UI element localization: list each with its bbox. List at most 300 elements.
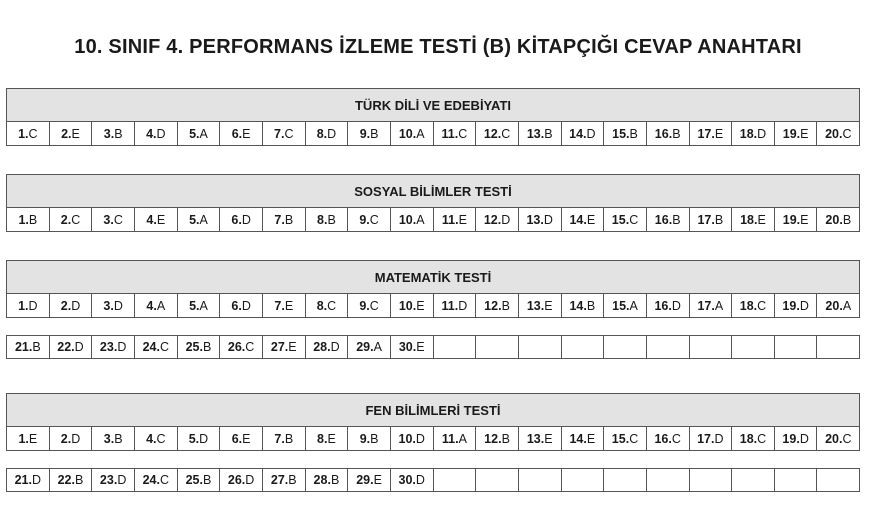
question-number: 21. bbox=[14, 473, 32, 487]
answer-cell bbox=[519, 336, 562, 358]
answer-letter: E bbox=[373, 473, 382, 487]
answer-letter: D bbox=[71, 298, 81, 313]
answer-cell bbox=[135, 294, 178, 317]
answer-cell bbox=[178, 336, 221, 358]
answer-letter: A bbox=[629, 298, 638, 313]
section-block bbox=[6, 260, 860, 359]
question-number: 3. bbox=[103, 431, 115, 446]
question-number: 1. bbox=[18, 126, 29, 141]
answer-cell bbox=[306, 122, 349, 145]
answer-letter: D bbox=[245, 473, 255, 487]
answer-letter: E bbox=[586, 431, 596, 446]
answer-letter: D bbox=[714, 431, 724, 446]
question-number: 19. bbox=[782, 212, 801, 227]
answer-cell bbox=[434, 122, 477, 145]
answer-cell bbox=[732, 469, 775, 491]
question-number: 5. bbox=[189, 126, 200, 141]
answer-letter: D bbox=[330, 340, 340, 354]
answer-letter: A bbox=[199, 126, 208, 141]
answer-cell bbox=[92, 294, 135, 317]
question-number: 16. bbox=[654, 298, 672, 313]
question-number: 19. bbox=[782, 126, 801, 141]
answer-cell bbox=[391, 469, 434, 491]
answer-cell bbox=[647, 469, 690, 491]
answer-cell bbox=[178, 208, 221, 231]
question-number: 24. bbox=[142, 340, 160, 354]
question-number: 14. bbox=[569, 212, 587, 227]
question-number: 27. bbox=[270, 340, 289, 354]
answer-cell bbox=[391, 294, 434, 317]
answer-cell bbox=[178, 122, 221, 145]
answer-letter: B bbox=[501, 298, 510, 313]
answer-cell bbox=[7, 122, 50, 145]
answer-letter: D bbox=[415, 473, 425, 487]
answer-letter: C bbox=[629, 431, 639, 446]
section-header: FEN BİLİMLERİ TESTİ bbox=[6, 393, 860, 427]
question-number: 5. bbox=[189, 298, 200, 313]
answer-letter: C bbox=[842, 126, 852, 141]
question-number: 7. bbox=[274, 298, 285, 313]
question-number: 13. bbox=[526, 126, 545, 141]
question-number: 5. bbox=[188, 431, 200, 446]
answer-letter: D bbox=[458, 298, 468, 313]
answer-cell bbox=[178, 427, 221, 450]
answer-cell bbox=[434, 427, 477, 450]
section-block bbox=[6, 88, 860, 146]
question-number: 6. bbox=[231, 126, 243, 141]
answer-cell bbox=[135, 336, 178, 358]
answer-letter: A bbox=[416, 212, 425, 227]
question-number: 24. bbox=[142, 473, 160, 487]
answer-cell bbox=[519, 427, 562, 450]
answer-cell bbox=[178, 294, 221, 317]
question-number: 17. bbox=[697, 212, 715, 227]
answer-cell bbox=[817, 294, 859, 317]
answer-letter: C bbox=[284, 126, 294, 141]
question-number: 2. bbox=[60, 298, 72, 313]
answer-cell bbox=[604, 427, 647, 450]
question-number: 17. bbox=[697, 298, 715, 313]
answer-letter: B bbox=[288, 473, 297, 487]
question-number: 14. bbox=[569, 298, 587, 313]
question-number: 8. bbox=[317, 212, 328, 227]
answer-letter: E bbox=[242, 126, 251, 141]
question-number: 30. bbox=[398, 473, 416, 487]
answer-cell bbox=[263, 294, 306, 317]
answer-cell bbox=[348, 336, 391, 358]
question-number: 6. bbox=[231, 298, 242, 313]
answer-cell bbox=[476, 336, 519, 358]
question-number: 20. bbox=[825, 126, 843, 141]
answer-cell bbox=[220, 427, 263, 450]
answer-cell bbox=[817, 469, 859, 491]
answer-letter: D bbox=[671, 298, 681, 313]
answer-letter: E bbox=[800, 212, 809, 227]
answer-letter: A bbox=[373, 340, 382, 354]
answer-letter: E bbox=[586, 212, 596, 227]
answer-cell bbox=[92, 208, 135, 231]
answer-cell bbox=[775, 208, 818, 231]
question-number: 18. bbox=[739, 298, 758, 313]
question-number: 17. bbox=[697, 431, 715, 446]
question-number: 4. bbox=[146, 431, 157, 446]
answer-cell bbox=[348, 427, 391, 450]
answer-row bbox=[6, 427, 860, 451]
answer-letter: B bbox=[714, 212, 724, 227]
answer-letter: C bbox=[28, 126, 38, 141]
answer-letter: B bbox=[501, 431, 510, 446]
question-number: 18. bbox=[739, 431, 758, 446]
question-number: 15. bbox=[611, 431, 630, 446]
answer-letter: D bbox=[799, 298, 809, 313]
answer-letter: E bbox=[458, 212, 467, 227]
answer-cell bbox=[92, 469, 135, 491]
answer-letter: E bbox=[416, 298, 425, 313]
answer-cell bbox=[775, 122, 818, 145]
answer-cell bbox=[647, 427, 690, 450]
answer-cell bbox=[7, 469, 50, 491]
answer-cell bbox=[732, 336, 775, 358]
question-number: 17. bbox=[697, 126, 715, 141]
answer-cell bbox=[7, 427, 50, 450]
question-number: 14. bbox=[569, 431, 587, 446]
question-number: 5. bbox=[189, 212, 200, 227]
answer-cell bbox=[690, 294, 733, 317]
question-number: 2. bbox=[61, 126, 72, 141]
question-number: 9. bbox=[359, 126, 371, 141]
answer-letter: B bbox=[370, 431, 379, 446]
answer-cell bbox=[50, 122, 93, 145]
question-number: 3. bbox=[103, 126, 115, 141]
question-number: 15. bbox=[611, 212, 630, 227]
answer-letter: E bbox=[242, 431, 251, 446]
question-number: 9. bbox=[359, 298, 370, 313]
question-number: 23. bbox=[99, 340, 118, 354]
answer-letter: D bbox=[117, 473, 127, 487]
answer-letter: B bbox=[75, 473, 84, 487]
section-header: SOSYAL BİLİMLER TESTİ bbox=[6, 174, 860, 208]
answer-letter: D bbox=[241, 298, 251, 313]
answer-cell bbox=[775, 469, 818, 491]
answer-letter: D bbox=[199, 431, 209, 446]
answer-cell bbox=[220, 208, 263, 231]
question-number: 12. bbox=[484, 298, 502, 313]
answer-cell bbox=[562, 208, 605, 231]
answer-letter: D bbox=[156, 126, 166, 141]
question-number: 20. bbox=[825, 298, 843, 313]
question-number: 9. bbox=[359, 431, 371, 446]
answer-cell bbox=[562, 336, 605, 358]
answer-cell bbox=[604, 294, 647, 317]
answer-cell bbox=[263, 469, 306, 491]
answer-cell bbox=[50, 294, 93, 317]
question-number: 26. bbox=[227, 473, 246, 487]
answer-cell bbox=[647, 294, 690, 317]
answer-cell bbox=[434, 208, 477, 231]
answer-cell bbox=[391, 208, 434, 231]
question-number: 16. bbox=[654, 431, 672, 446]
answer-cell bbox=[817, 122, 859, 145]
answer-cell bbox=[263, 336, 306, 358]
question-number: 11. bbox=[441, 298, 459, 313]
answer-letter: E bbox=[544, 431, 553, 446]
answer-cell bbox=[519, 294, 562, 317]
answer-cell bbox=[817, 427, 859, 450]
answer-letter: C bbox=[369, 298, 379, 313]
answer-cell bbox=[263, 122, 306, 145]
answer-letter: E bbox=[284, 298, 294, 313]
answer-cell bbox=[306, 336, 349, 358]
question-number: 2. bbox=[60, 431, 72, 446]
question-number: 12. bbox=[484, 431, 502, 446]
answer-letter: D bbox=[586, 126, 596, 141]
answer-letter: C bbox=[501, 126, 511, 141]
answer-letter: D bbox=[757, 126, 767, 141]
answer-letter: E bbox=[800, 126, 809, 141]
answer-letter: D bbox=[32, 473, 42, 487]
question-number: 19. bbox=[782, 431, 800, 446]
answer-cell bbox=[50, 336, 93, 358]
question-number: 8. bbox=[317, 431, 328, 446]
question-number: 12. bbox=[483, 212, 502, 227]
answer-row bbox=[6, 468, 860, 492]
question-number: 22. bbox=[57, 473, 75, 487]
answer-letter: B bbox=[672, 126, 681, 141]
question-number: 4. bbox=[146, 126, 157, 141]
question-number: 14. bbox=[569, 126, 587, 141]
answer-cell bbox=[135, 208, 178, 231]
answer-letter: E bbox=[327, 431, 336, 446]
answer-cell bbox=[562, 122, 605, 145]
answer-letter: B bbox=[114, 126, 123, 141]
answer-cell bbox=[604, 336, 647, 358]
question-number: 1. bbox=[18, 298, 29, 313]
answer-letter: E bbox=[714, 126, 724, 141]
question-number: 2. bbox=[60, 212, 72, 227]
answer-letter: E bbox=[757, 212, 766, 227]
answer-cell bbox=[92, 122, 135, 145]
answer-cell bbox=[690, 208, 733, 231]
question-number: 1. bbox=[18, 431, 29, 446]
question-number: 11. bbox=[441, 126, 459, 141]
answer-cell bbox=[306, 208, 349, 231]
answer-letter: D bbox=[241, 212, 251, 227]
answer-letter: B bbox=[330, 473, 340, 487]
answer-cell bbox=[263, 427, 306, 450]
answer-letter: B bbox=[284, 212, 294, 227]
answer-cell bbox=[476, 294, 519, 317]
question-number: 10. bbox=[398, 431, 416, 446]
question-number: 15. bbox=[612, 298, 630, 313]
answer-cell bbox=[732, 294, 775, 317]
answer-letter: B bbox=[672, 212, 681, 227]
answer-cell bbox=[732, 208, 775, 231]
question-number: 8. bbox=[316, 126, 328, 141]
question-number: 3. bbox=[103, 298, 114, 313]
answer-cell bbox=[263, 208, 306, 231]
question-number: 6. bbox=[231, 431, 243, 446]
question-number: 18. bbox=[740, 212, 758, 227]
question-number: 25. bbox=[185, 473, 203, 487]
answer-cell bbox=[562, 294, 605, 317]
answer-cell bbox=[7, 336, 50, 358]
answer-cell bbox=[135, 469, 178, 491]
page-title: 10. SINIF 4. PERFORMANS İZLEME TESTİ (B) KİTAPÇIĞI CEVAP ANAHTARI bbox=[74, 36, 802, 58]
answer-cell bbox=[220, 469, 263, 491]
question-number: 13. bbox=[526, 298, 545, 313]
question-number: 1. bbox=[18, 212, 29, 227]
answer-letter: A bbox=[458, 431, 467, 446]
question-number: 13. bbox=[526, 431, 545, 446]
answer-letter: C bbox=[245, 340, 255, 354]
answer-letter: B bbox=[202, 473, 212, 487]
question-number: 20. bbox=[825, 212, 843, 227]
answer-letter: E bbox=[156, 212, 166, 227]
answer-letter: B bbox=[586, 298, 596, 313]
question-number: 6. bbox=[231, 212, 242, 227]
answer-cell bbox=[775, 427, 818, 450]
question-number: 15. bbox=[612, 126, 630, 141]
answer-row bbox=[6, 122, 860, 146]
answer-letter: C bbox=[113, 212, 123, 227]
answer-letter: C bbox=[327, 298, 337, 313]
answer-cell bbox=[476, 122, 519, 145]
answer-cell bbox=[817, 208, 859, 231]
answer-cell bbox=[220, 294, 263, 317]
question-number: 21. bbox=[14, 340, 33, 354]
answer-letter: C bbox=[156, 431, 166, 446]
answer-letter: C bbox=[369, 212, 379, 227]
answer-letter: D bbox=[327, 126, 337, 141]
answer-letter: B bbox=[284, 431, 294, 446]
answer-letter: B bbox=[544, 126, 553, 141]
answer-letter: C bbox=[71, 212, 81, 227]
answer-cell bbox=[476, 208, 519, 231]
section-block bbox=[6, 174, 860, 232]
answer-letter: C bbox=[757, 431, 767, 446]
answer-letter: B bbox=[842, 212, 852, 227]
answer-cell bbox=[519, 208, 562, 231]
answer-letter: B bbox=[114, 431, 123, 446]
answer-cell bbox=[604, 469, 647, 491]
answer-cell bbox=[391, 122, 434, 145]
answer-letter: D bbox=[415, 431, 425, 446]
answer-cell bbox=[732, 427, 775, 450]
answer-letter: A bbox=[156, 298, 166, 313]
answer-letter: E bbox=[28, 431, 38, 446]
answer-letter: B bbox=[202, 340, 212, 354]
answer-cell bbox=[306, 294, 349, 317]
question-number: 9. bbox=[359, 212, 370, 227]
answer-cell bbox=[562, 427, 605, 450]
question-number: 18. bbox=[739, 126, 758, 141]
answer-cell bbox=[690, 469, 733, 491]
answer-letter: D bbox=[71, 431, 81, 446]
answer-cell bbox=[348, 294, 391, 317]
answer-cell bbox=[434, 336, 477, 358]
answer-letter: A bbox=[199, 212, 208, 227]
answer-cell bbox=[434, 294, 477, 317]
question-number: 20. bbox=[825, 431, 843, 446]
answer-cell bbox=[135, 122, 178, 145]
answer-letter: A bbox=[842, 298, 852, 313]
answer-row bbox=[6, 335, 860, 359]
answer-cell bbox=[732, 122, 775, 145]
section-header: MATEMATİK TESTİ bbox=[6, 260, 860, 294]
answer-letter: D bbox=[117, 340, 127, 354]
question-number: 22. bbox=[57, 340, 75, 354]
answer-cell bbox=[775, 336, 818, 358]
answer-letter: C bbox=[629, 212, 639, 227]
question-number: 16. bbox=[654, 212, 673, 227]
answer-letter: C bbox=[757, 298, 767, 313]
answer-letter: D bbox=[799, 431, 809, 446]
answer-cell bbox=[50, 208, 93, 231]
answer-cell bbox=[7, 294, 50, 317]
question-number: 4. bbox=[146, 212, 157, 227]
answer-cell bbox=[647, 122, 690, 145]
answer-cell bbox=[50, 427, 93, 450]
answer-cell bbox=[92, 336, 135, 358]
answer-letter: D bbox=[113, 298, 123, 313]
answer-cell bbox=[604, 208, 647, 231]
answer-row bbox=[6, 208, 860, 232]
answer-letter: A bbox=[199, 298, 208, 313]
answer-cell bbox=[647, 208, 690, 231]
answer-cell bbox=[476, 469, 519, 491]
answer-cell bbox=[391, 336, 434, 358]
question-number: 7. bbox=[274, 126, 285, 141]
question-number: 27. bbox=[270, 473, 289, 487]
question-number: 29. bbox=[356, 473, 374, 487]
answer-letter: E bbox=[71, 126, 80, 141]
answer-letter: E bbox=[544, 298, 553, 313]
question-number: 13. bbox=[526, 212, 544, 227]
answer-letter: D bbox=[501, 212, 511, 227]
answer-cell bbox=[135, 427, 178, 450]
answer-cell bbox=[604, 122, 647, 145]
answer-letter: C bbox=[842, 431, 852, 446]
answer-cell bbox=[220, 122, 263, 145]
answer-cell bbox=[690, 122, 733, 145]
question-number: 11. bbox=[441, 431, 459, 446]
answer-cell bbox=[7, 208, 50, 231]
question-number: 11. bbox=[441, 212, 459, 227]
question-number: 30. bbox=[398, 340, 417, 354]
section-header: TÜRK DİLİ VE EDEBİYATI bbox=[6, 88, 860, 122]
answer-letter: A bbox=[714, 298, 724, 313]
answer-letter: D bbox=[28, 298, 38, 313]
answer-cell bbox=[220, 336, 263, 358]
question-number: 25. bbox=[185, 340, 203, 354]
answer-cell bbox=[306, 427, 349, 450]
answer-letter: E bbox=[288, 340, 297, 354]
answer-cell bbox=[562, 469, 605, 491]
answer-cell bbox=[391, 427, 434, 450]
question-number: 28. bbox=[313, 473, 331, 487]
answer-cell bbox=[519, 122, 562, 145]
answer-letter: B bbox=[32, 340, 41, 354]
answer-cell bbox=[519, 469, 562, 491]
answer-letter: C bbox=[159, 473, 169, 487]
answer-letter: A bbox=[416, 126, 425, 141]
answer-cell bbox=[690, 427, 733, 450]
answer-letter: E bbox=[416, 340, 425, 354]
question-number: 16. bbox=[654, 126, 673, 141]
question-number: 3. bbox=[103, 212, 114, 227]
question-number: 4. bbox=[146, 298, 157, 313]
section-block bbox=[6, 393, 860, 492]
